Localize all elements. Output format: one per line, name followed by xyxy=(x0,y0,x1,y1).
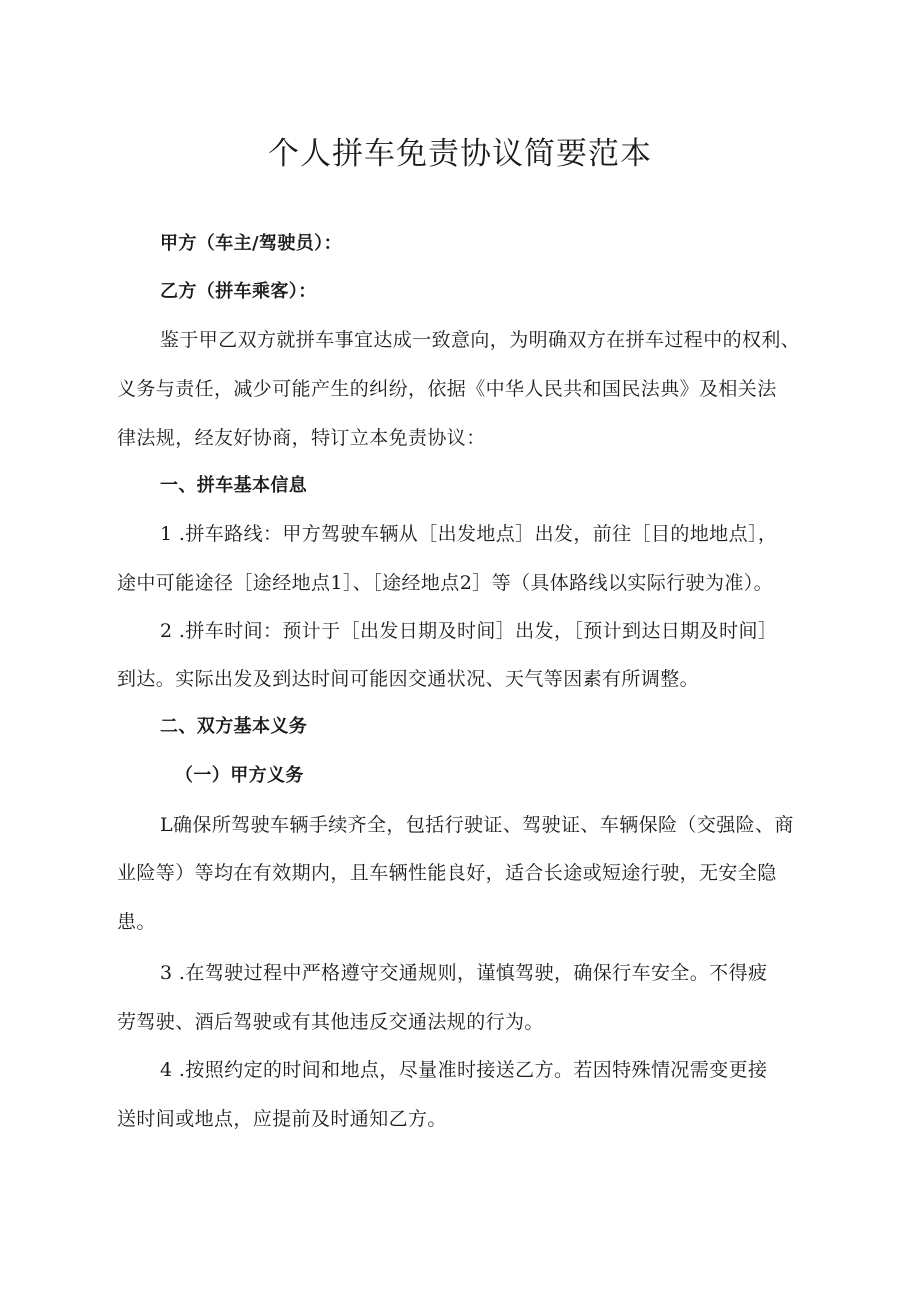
subsection-heading-party-a: （一）甲方义务 xyxy=(175,765,304,786)
section-heading-obligations: 二、双方基本义务 xyxy=(160,716,308,737)
duty-4-line: 4 .按照约定的时间和地点，尽量准时接送乙方。若因特殊情况需变更接 xyxy=(160,1059,768,1081)
duty-4-line: 送时间或地点，应提前及时通知乙方。 xyxy=(117,1108,447,1130)
duty-3-line: 劳驾驶、酒后驾驶或有其他违反交通法规的行为。 xyxy=(117,1011,544,1033)
route-clause-line: 途中可能途径［途经地点1］、［途经地点2］等（具体路线以实际行驶为准）。 xyxy=(117,572,774,594)
intro-line: 鉴于甲乙双方就拼车事宜达成一致意向，为明确双方在拼车过程中的权利、 xyxy=(160,329,801,351)
route-clause-line: 1 .拼车路线：甲方驾驶车辆从［出发地点］出发，前往［目的地地点］， xyxy=(160,523,778,545)
party-a-label: 甲方（车主/驾驶员）： xyxy=(160,233,342,254)
duty-1-line: 业险等）等均在有效期内，且车辆性能良好，适合长途或短途行驶，无安全隐 xyxy=(117,862,777,884)
time-clause-line: 2 .拼车时间：预计于［出发日期及时间］出发，［预计到达日期及时间］ xyxy=(160,620,778,642)
duty-3-line: 3 .在驾驶过程中严格遵守交通规则，谨慎驾驶，确保行车安全。不得疲 xyxy=(160,962,768,984)
document-title: 个人拼车免责协议简要范本 xyxy=(268,136,652,172)
intro-line: 义务与责任，减少可能产生的纠纷，依据《中华人民共和国民法典》及相关法 xyxy=(117,378,777,400)
party-b-label: 乙方（拼车乘客）： xyxy=(160,281,317,302)
time-clause-line: 到达。实际出发及到达时间可能因交通状况、天气等因素有所调整。 xyxy=(117,668,700,690)
intro-line: 律法规，经友好协商，特订立本免责协议： xyxy=(117,427,486,449)
duty-1-line: L确保所驾驶车辆手续齐全，包括行驶证、驾驶证、车辆保险（交强险、商 xyxy=(160,814,794,836)
duty-1-line: 患。 xyxy=(117,911,156,933)
section-heading-basic-info: 一、拼车基本信息 xyxy=(160,475,308,496)
